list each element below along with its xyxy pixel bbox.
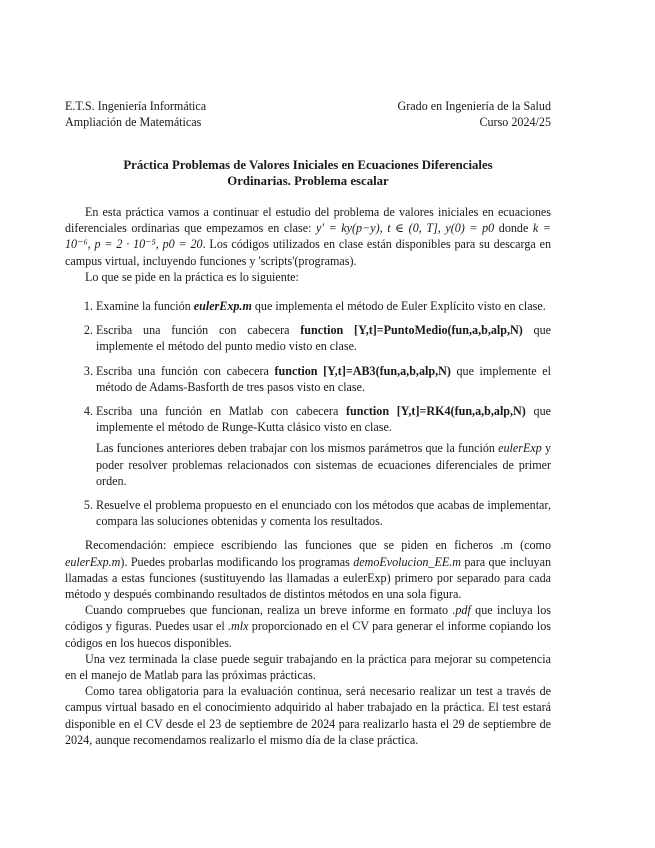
task-4-note-c: y poder resolver problemas relacionados con sistemas de ecuaciones diferenciales de primer orden. — [96, 441, 551, 488]
task-list — [65, 298, 551, 529]
header-row-2 — [65, 114, 551, 130]
test-paragraph: Como tarea obligatoria para la evaluación continua, será necesario realizar un test a través de campus virtual basado en el conocimiento adquirido al haber trabajado en la práctica. El test estará disponible en el CV desde el 23 de septiembre de 2024 para realizarlo hasta el 29 de septiembre de 2024, aunque recomendamos realizarlo el mismo día de la clase práctica. — [65, 684, 551, 747]
task-3-text-a: Escriba una función con cabecera — [96, 363, 275, 378]
continue-paragraph: Una vez terminada la clase puede seguir trabajando en la práctica para mejorar su competencia en el manejo de Matlab para las próximas prácticas. — [65, 651, 551, 683]
degree-name: Grado en Ingeniería de la Salud — [397, 99, 551, 113]
report-text-a: Cuando compruebes que funcionan, realiza un breve informe en formato — [85, 603, 453, 618]
report-text-c: que incluya los códigos y figuras. Puedes usar el — [65, 603, 552, 634]
report-format-pdf: .pdf — [452, 603, 471, 618]
intro-text-b: donde — [494, 221, 533, 236]
task-item-1 — [96, 298, 551, 314]
school-name: E.T.S. Ingeniería Informática — [65, 99, 207, 113]
recommendation-paragraph — [65, 537, 551, 602]
header-row-1 — [65, 98, 551, 114]
task-lead-in: Lo que se pide en la práctica es lo siguiente: — [85, 269, 299, 284]
title-line-2: Ordinarias. Problema escalar — [227, 174, 389, 189]
document-header — [65, 98, 551, 130]
task-item-5: 5. Resuelve el problema propuesto en el enunciado con los métodos que acabas de implementar, compara las soluciones obtenidas y comenta los resultados. — [96, 497, 551, 529]
task-4-note-function: eulerExp — [498, 441, 542, 456]
intro-paragraph — [65, 204, 551, 269]
task-1-text-c: que implementa el método de Euler Explícito visto en clase. — [251, 299, 546, 314]
rec-text-e: para que incluyan llamadas a estas funciones (sustituyendo las llamadas a eulerExp) primero por separado para cada método y después combinando resultados de distintos métodos en una sola figura. — [65, 554, 551, 602]
report-format-mlx: .mlx — [228, 619, 249, 634]
task-1-text-a: Examine la función — [96, 299, 194, 314]
task-item-3 — [96, 363, 551, 395]
page-title — [65, 157, 551, 189]
document-body — [65, 204, 551, 748]
task-3-signature: function [Y,t]=AB3(fun,a,b,alp,N) — [274, 363, 451, 378]
task-4-signature: function [Y,t]=RK4(fun,a,b,alp,N) — [346, 404, 526, 419]
academic-year: Curso 2024/25 — [479, 115, 551, 130]
rec-text-c: ). Puedes probarlas modificando los programas — [120, 554, 354, 569]
report-text-e: proporcionado en el CV para generar el informe copiando los códigos en los huecos disponibles. — [65, 619, 551, 650]
intro-equation: y′ = ky(p−y), t ∈ (0, T], y(0) = p0 — [316, 221, 495, 236]
task-4-note — [96, 440, 551, 489]
task-item-2 — [96, 322, 551, 354]
intro-text-c: . Los códigos utilizados en clase están disponibles para su descarga en campus virtual, incluyendo funciones y 'scripts'(programas). — [65, 237, 551, 268]
task-4-text-a: Escriba una función en Matlab con cabecera — [96, 404, 347, 419]
task-3-text-c: que implemente el método de Adams-Basforth de tres pasos visto en clase. — [96, 363, 551, 394]
rec-text-a: Recomendación: empiece escribiendo las funciones que se piden en ficheros .m (como — [85, 538, 551, 553]
task-4-note-a: Las funciones anteriores deben trabajar con los mismos parámetros que la función — [96, 441, 499, 456]
intro-parameters: k = 10⁻⁶, p = 2 · 10⁻⁵, p0 = 20 — [65, 221, 551, 252]
title-line-1: Práctica Problemas de Valores Iniciales en Ecuaciones Diferenciales — [123, 158, 493, 172]
report-paragraph — [65, 602, 551, 651]
task-1-filename: eulerExp.m — [193, 299, 252, 314]
intro-text-a: En esta práctica vamos a continuar el estudio del problema de valores iniciales en ecuaciones diferenciales ordinarias que empezamos en clase: — [65, 205, 551, 236]
task-4-text-c: que implemente el método de Runge-Kutta clásico visto en clase. — [96, 404, 551, 435]
rec-filename-2: demoEvolucion_EE.m — [353, 554, 461, 569]
rec-filename-1: eulerExp.m — [65, 554, 121, 569]
task-item-4 — [96, 403, 551, 489]
task-2-text-c: que implemente el método del punto medio visto en clase. — [96, 323, 551, 354]
task-2-signature: function [Y,t]=PuntoMedio(fun,a,b,alp,N) — [300, 323, 523, 338]
course-name: Ampliación de Matemáticas — [65, 115, 202, 130]
task-2-text-a: Escriba una función con cabecera — [96, 323, 301, 338]
